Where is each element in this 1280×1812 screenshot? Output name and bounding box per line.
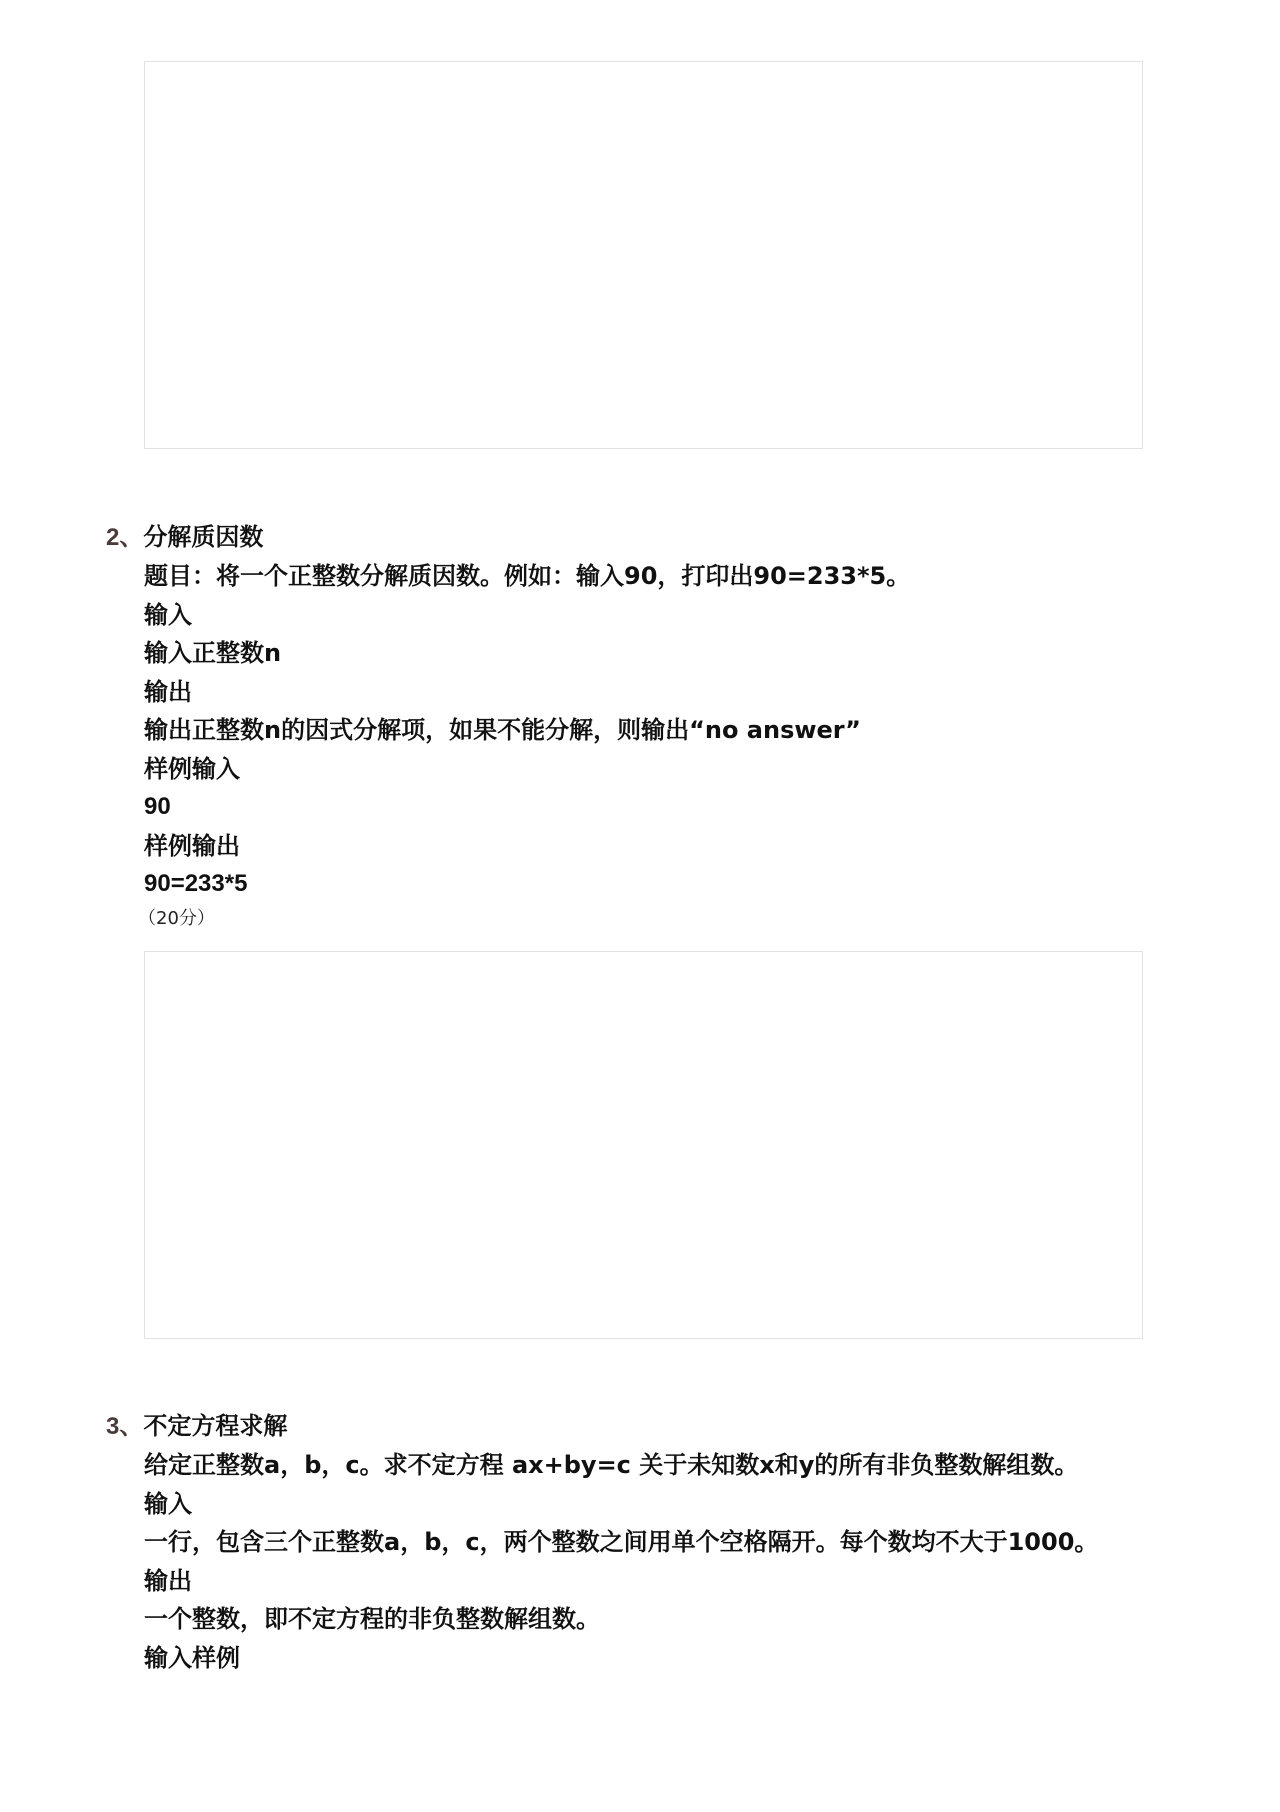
score-label: （20分） xyxy=(138,907,215,929)
question-2 xyxy=(106,518,1166,934)
question-title xyxy=(106,518,1166,557)
answer-box[interactable] xyxy=(144,951,1143,1339)
question-title-text: 分解质因数 xyxy=(143,523,264,551)
sample-input-value: 90 xyxy=(144,793,171,820)
input-heading: 输入 xyxy=(144,1489,192,1518)
output-heading: 输出 xyxy=(144,677,192,706)
sample-input-heading: 样例输入 xyxy=(144,754,240,783)
output-heading: 输出 xyxy=(144,1566,192,1595)
output-description: 输出正整数n的因式分解项，如果不能分解，则输出“no answer” xyxy=(144,716,861,744)
question-number-separator: 、 xyxy=(119,1413,144,1440)
output-description: 一个整数，即不定方程的非负整数解组数。 xyxy=(144,1605,600,1633)
answer-box[interactable] xyxy=(144,61,1143,449)
sample-input-heading: 输入样例 xyxy=(144,1643,240,1672)
question-number: 2 xyxy=(106,524,120,551)
input-description: 一行，包含三个正整数a，b，c，两个整数之间用单个空格隔开。每个数均不大于1000。 xyxy=(144,1528,1099,1556)
input-description: 输入正整数n xyxy=(144,639,282,667)
question-3 xyxy=(106,1407,1166,1677)
question-title xyxy=(106,1407,1166,1446)
question-body xyxy=(144,1446,1166,1677)
question-title-text: 不定方程求解 xyxy=(143,1412,288,1440)
problem-statement: 题目：将一个正整数分解质因数。例如：输入90，打印出90=233*5。 xyxy=(144,562,911,590)
question-body xyxy=(138,557,1166,934)
sample-output-value: 90=233*5 xyxy=(144,870,248,897)
question-number-separator: 、 xyxy=(119,524,144,551)
problem-statement: 给定正整数a，b，c。求不定方程 ax+by=c 关于未知数x和y的所有非负整数解组数。 xyxy=(144,1451,1079,1479)
input-heading: 输入 xyxy=(144,600,192,629)
sample-output-heading: 样例输出 xyxy=(144,831,240,860)
question-number: 3 xyxy=(106,1413,120,1440)
